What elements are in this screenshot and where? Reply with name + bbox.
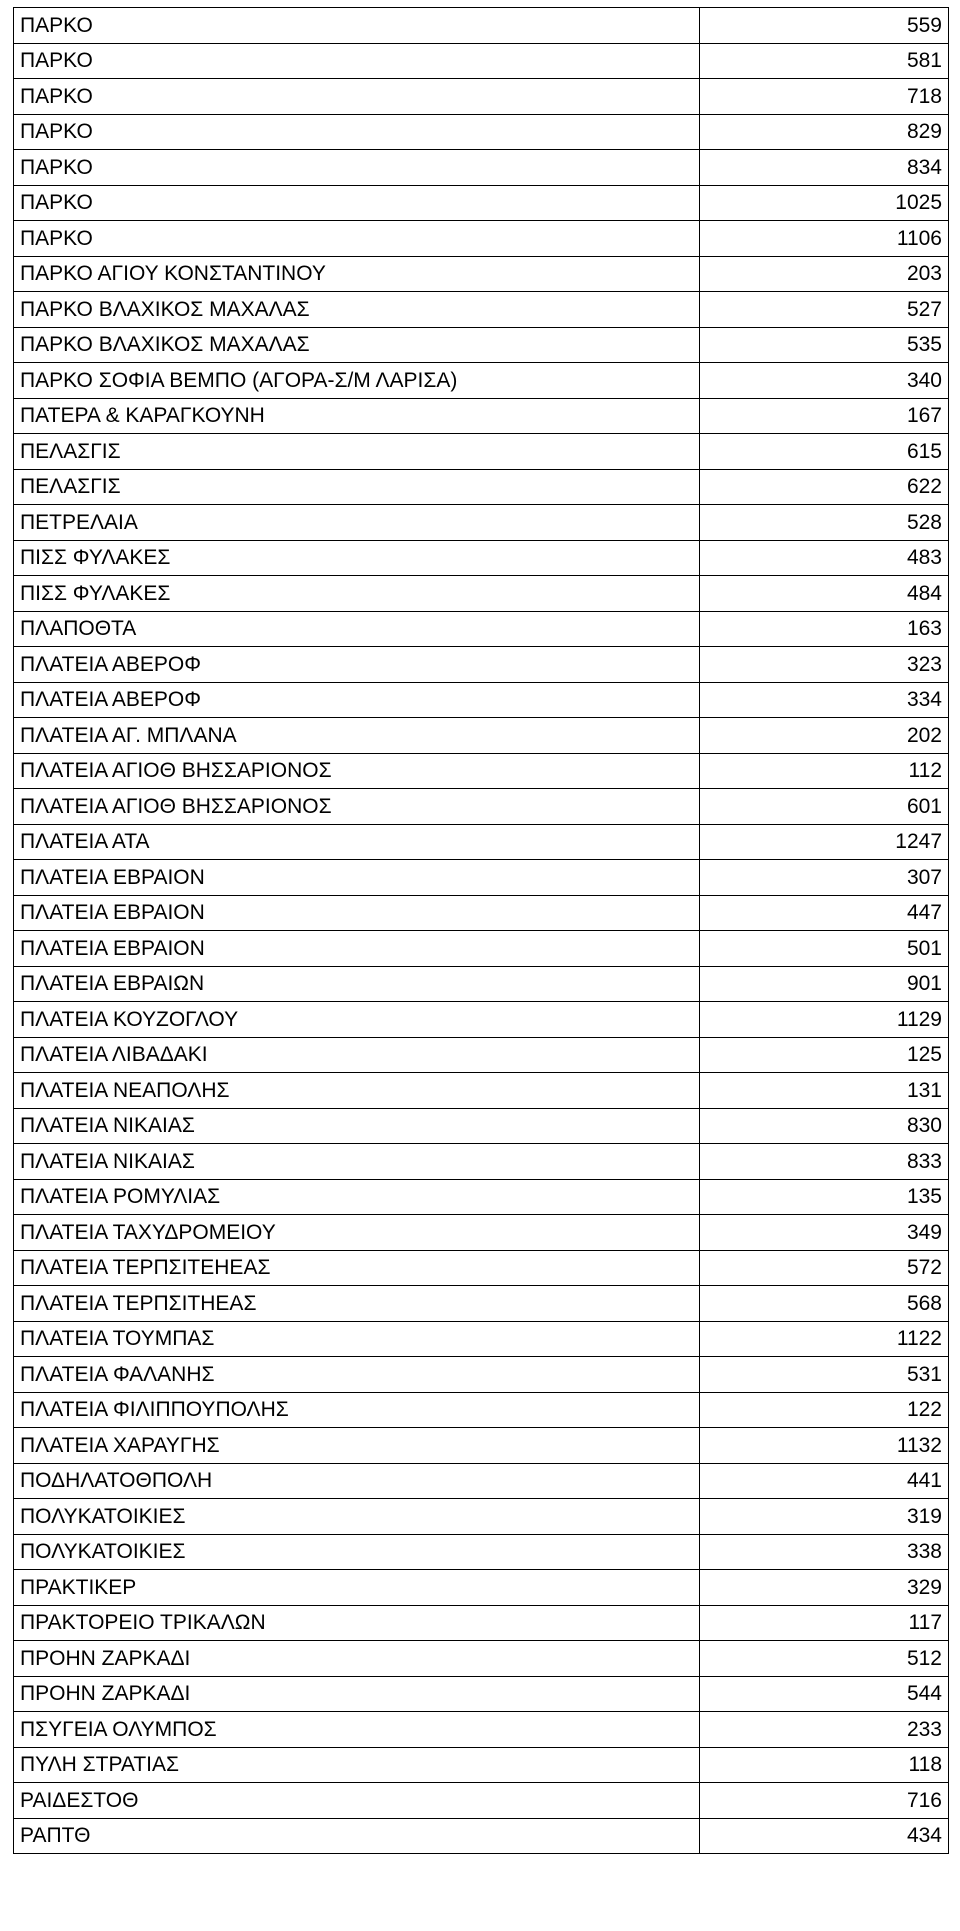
location-name-cell: ΠΑΡΚΟ <box>14 79 700 115</box>
table-row <box>14 8 949 44</box>
location-code-cell: 135 <box>700 1179 949 1215</box>
location-name-cell: ΠΛΑΤΕΙΑ ΑΤΑ <box>14 824 700 860</box>
location-name-cell: ΠΛΑΤΕΙΑ ΕΒΡΑΙΩΝ <box>14 966 700 1002</box>
location-name-cell: ΠΛΑΤΕΙΑ ΕΒΡΑΙΟΝ <box>14 860 700 896</box>
table-row <box>14 43 949 79</box>
location-code-cell: 1025 <box>700 185 949 221</box>
location-name-cell: ΡΑΙΔΕΣΤΟΘ <box>14 1783 700 1819</box>
location-code-cell: 118 <box>700 1747 949 1783</box>
location-code-cell: 233 <box>700 1712 949 1748</box>
location-name-cell: ΠΛΑΤΕΙΑ ΤΕΡΠΣΙΤΗΕΑΣ <box>14 1286 700 1322</box>
location-code-cell: 483 <box>700 540 949 576</box>
table-row <box>14 1144 949 1180</box>
location-name-cell: ΠΛΑΤΕΙΑ ΑΒΕΡΟΦ <box>14 647 700 683</box>
location-name-cell: ΠΛΑΤΕΙΑ ΛΙΒΑΔΑΚΙ <box>14 1037 700 1073</box>
location-code-cell: 441 <box>700 1463 949 1499</box>
table-row <box>14 1002 949 1038</box>
location-name-cell: ΠΑΡΚΟ <box>14 8 700 44</box>
location-name-cell: ΠΛΑΤΕΙΑ ΚΟΥΖΟΓΛΟΥ <box>14 1002 700 1038</box>
location-code-cell: 434 <box>700 1818 949 1854</box>
location-code-cell: 112 <box>700 753 949 789</box>
location-code-cell: 329 <box>700 1570 949 1606</box>
table-row <box>14 611 949 647</box>
table-row <box>14 1783 949 1819</box>
location-code-cell: 544 <box>700 1676 949 1712</box>
location-name-cell: ΠΛΑΤΕΙΑ ΑΓ. ΜΠΛΑΝΑ <box>14 718 700 754</box>
table-row <box>14 1073 949 1109</box>
location-code-cell: 834 <box>700 150 949 186</box>
location-name-cell: ΠΡΑΚΤΙΚΕΡ <box>14 1570 700 1606</box>
location-code-cell: 323 <box>700 647 949 683</box>
table-row <box>14 114 949 150</box>
table-row <box>14 824 949 860</box>
location-name-cell: ΠΛΑΤΕΙΑ ΝΕΑΠΟΛΗΣ <box>14 1073 700 1109</box>
location-name-cell: ΠΑΡΚΟ ΒΛΑΧΙΚΟΣ ΜΑΧΑΛΑΣ <box>14 292 700 328</box>
location-code-cell: 528 <box>700 505 949 541</box>
location-name-cell: ΡΑΠΤΘ <box>14 1818 700 1854</box>
location-name-cell: ΠΟΛΥΚΑΤΟΙΚΙΕΣ <box>14 1534 700 1570</box>
table-row <box>14 540 949 576</box>
table-row <box>14 753 949 789</box>
location-name-cell: ΠΕΛΑΣΓΙΣ <box>14 469 700 505</box>
location-name-cell: ΠΛΑΤΕΙΑ ΑΓΙΟΘ ΒΗΣΣΑΡΙΟΝΟΣ <box>14 789 700 825</box>
location-code-cell: 334 <box>700 682 949 718</box>
table-row <box>14 647 949 683</box>
location-name-cell: ΠΛΑΤΕΙΑ ΧΑΡΑΥΓΗΣ <box>14 1428 700 1464</box>
location-code-cell: 167 <box>700 398 949 434</box>
location-code-cell: 829 <box>700 114 949 150</box>
table-row <box>14 966 949 1002</box>
location-name-cell: ΠΛΑΤΕΙΑ ΡΟΜΥΛΙΑΣ <box>14 1179 700 1215</box>
location-code-cell: 535 <box>700 327 949 363</box>
location-name-cell: ΠΑΡΚΟ <box>14 221 700 257</box>
location-code-cell: 716 <box>700 1783 949 1819</box>
table-row <box>14 1037 949 1073</box>
location-code-cell: 1132 <box>700 1428 949 1464</box>
table-row <box>14 292 949 328</box>
location-name-cell: ΠΡΟΗΝ ΖΑΡΚΑΔΙ <box>14 1641 700 1677</box>
location-code-cell: 901 <box>700 966 949 1002</box>
location-name-cell: ΠΙΣΣ ΦΥΛΑΚΕΣ <box>14 540 700 576</box>
data-table <box>13 7 949 1854</box>
location-name-cell: ΠΙΣΣ ΦΥΛΑΚΕΣ <box>14 576 700 612</box>
table-row <box>14 327 949 363</box>
location-code-cell: 559 <box>700 8 949 44</box>
location-code-cell: 307 <box>700 860 949 896</box>
location-name-cell: ΠΛΑΠΟΘΤΑ <box>14 611 700 647</box>
location-code-cell: 131 <box>700 1073 949 1109</box>
location-code-cell: 319 <box>700 1499 949 1535</box>
location-code-cell: 117 <box>700 1605 949 1641</box>
location-name-cell: ΠΕΤΡΕΛΑΙΑ <box>14 505 700 541</box>
location-code-cell: 340 <box>700 363 949 399</box>
table-row <box>14 1428 949 1464</box>
location-name-cell: ΠΕΛΑΣΓΙΣ <box>14 434 700 470</box>
location-code-cell: 338 <box>700 1534 949 1570</box>
location-name-cell: ΠΛΑΤΕΙΑ ΑΓΙΟΘ ΒΗΣΣΑΡΙΟΝΟΣ <box>14 753 700 789</box>
location-code-cell: 1129 <box>700 1002 949 1038</box>
location-name-cell: ΠΛΑΤΕΙΑ ΦΙΛΙΠΠΟΥΠΟΛΗΣ <box>14 1392 700 1428</box>
location-code-cell: 531 <box>700 1357 949 1393</box>
location-name-cell: ΠΛΑΤΕΙΑ ΕΒΡΑΙΟΝ <box>14 931 700 967</box>
table-row <box>14 434 949 470</box>
location-name-cell: ΠΛΑΤΕΙΑ ΦΑΛΑΝΗΣ <box>14 1357 700 1393</box>
table-row <box>14 185 949 221</box>
table-row <box>14 150 949 186</box>
table-row <box>14 1215 949 1251</box>
location-code-cell: 833 <box>700 1144 949 1180</box>
location-code-cell: 203 <box>700 256 949 292</box>
table-row <box>14 1463 949 1499</box>
table-row <box>14 1605 949 1641</box>
table-row <box>14 505 949 541</box>
location-name-cell: ΠΑΡΚΟ <box>14 185 700 221</box>
table-row <box>14 789 949 825</box>
location-name-cell: ΠΟΛΥΚΑΤΟΙΚΙΕΣ <box>14 1499 700 1535</box>
table-row <box>14 682 949 718</box>
table-row <box>14 931 949 967</box>
table-row <box>14 469 949 505</box>
table-row <box>14 398 949 434</box>
location-name-cell: ΠΛΑΤΕΙΑ ΑΒΕΡΟΦ <box>14 682 700 718</box>
table-row <box>14 718 949 754</box>
table-row <box>14 860 949 896</box>
location-code-cell: 163 <box>700 611 949 647</box>
location-code-cell: 484 <box>700 576 949 612</box>
location-code-cell: 581 <box>700 43 949 79</box>
location-code-cell: 349 <box>700 1215 949 1251</box>
table-row <box>14 1676 949 1712</box>
location-code-cell: 718 <box>700 79 949 115</box>
table-row <box>14 1357 949 1393</box>
location-name-cell: ΠΛΑΤΕΙΑ ΤΟΥΜΠΑΣ <box>14 1321 700 1357</box>
location-name-cell: ΠΛΑΤΕΙΑ ΤΑΧΥΔΡΟΜΕΙΟΥ <box>14 1215 700 1251</box>
table-row <box>14 1747 949 1783</box>
table-body <box>14 8 949 1854</box>
location-code-cell: 615 <box>700 434 949 470</box>
location-code-cell: 830 <box>700 1108 949 1144</box>
location-code-cell: 622 <box>700 469 949 505</box>
location-code-cell: 447 <box>700 895 949 931</box>
table-row <box>14 1321 949 1357</box>
table-row <box>14 1392 949 1428</box>
location-code-cell: 1106 <box>700 221 949 257</box>
location-code-cell: 568 <box>700 1286 949 1322</box>
table-row <box>14 576 949 612</box>
location-code-cell: 527 <box>700 292 949 328</box>
location-name-cell: ΠΡΑΚΤΟΡΕΙΟ ΤΡΙΚΑΛΩΝ <box>14 1605 700 1641</box>
location-name-cell: ΠΣΥΓΕΙΑ ΟΛΥΜΠΟΣ <box>14 1712 700 1748</box>
table-row <box>14 1712 949 1748</box>
table-row <box>14 1108 949 1144</box>
table-row <box>14 1250 949 1286</box>
table-row <box>14 1534 949 1570</box>
location-code-cell: 501 <box>700 931 949 967</box>
location-name-cell: ΠΑΡΚΟ <box>14 114 700 150</box>
location-code-cell: 512 <box>700 1641 949 1677</box>
table-row <box>14 1570 949 1606</box>
location-name-cell: ΠΥΛΗ ΣΤΡΑΤΙΑΣ <box>14 1747 700 1783</box>
table-row <box>14 1818 949 1854</box>
location-code-cell: 1247 <box>700 824 949 860</box>
location-name-cell: ΠΑΡΚΟ ΣΟΦΙΑ ΒΕΜΠΟ (ΑΓΟΡΑ-Σ/Μ ΛΑΡΙΣΑ) <box>14 363 700 399</box>
table-row <box>14 221 949 257</box>
table-row <box>14 1286 949 1322</box>
table-row <box>14 1499 949 1535</box>
location-name-cell: ΠΑΡΚΟ ΑΓΙΟΥ ΚΟΝΣΤΑΝΤΙΝΟΥ <box>14 256 700 292</box>
location-name-cell: ΠΑΡΚΟ <box>14 150 700 186</box>
location-name-cell: ΠΑΤΕΡΑ & ΚΑΡΑΓΚΟΥΝΗ <box>14 398 700 434</box>
location-code-cell: 122 <box>700 1392 949 1428</box>
location-name-cell: ΠΑΡΚΟ ΒΛΑΧΙΚΟΣ ΜΑΧΑΛΑΣ <box>14 327 700 363</box>
table-row <box>14 363 949 399</box>
location-code-cell: 1122 <box>700 1321 949 1357</box>
location-name-cell: ΠΟΔΗΛΑΤΟΘΠΟΛΗ <box>14 1463 700 1499</box>
table-row <box>14 895 949 931</box>
location-name-cell: ΠΛΑΤΕΙΑ ΝΙΚΑΙΑΣ <box>14 1108 700 1144</box>
table-row <box>14 1641 949 1677</box>
location-code-cell: 601 <box>700 789 949 825</box>
table-row <box>14 79 949 115</box>
location-name-cell: ΠΛΑΤΕΙΑ ΤΕΡΠΣΙΤΕΗΕΑΣ <box>14 1250 700 1286</box>
location-code-cell: 125 <box>700 1037 949 1073</box>
table-row <box>14 256 949 292</box>
location-name-cell: ΠΛΑΤΕΙΑ ΝΙΚΑΙΑΣ <box>14 1144 700 1180</box>
location-code-cell: 572 <box>700 1250 949 1286</box>
location-name-cell: ΠΡΟΗΝ ΖΑΡΚΑΔΙ <box>14 1676 700 1712</box>
location-name-cell: ΠΛΑΤΕΙΑ ΕΒΡΑΙΟΝ <box>14 895 700 931</box>
table-row <box>14 1179 949 1215</box>
location-code-cell: 202 <box>700 718 949 754</box>
location-name-cell: ΠΑΡΚΟ <box>14 43 700 79</box>
